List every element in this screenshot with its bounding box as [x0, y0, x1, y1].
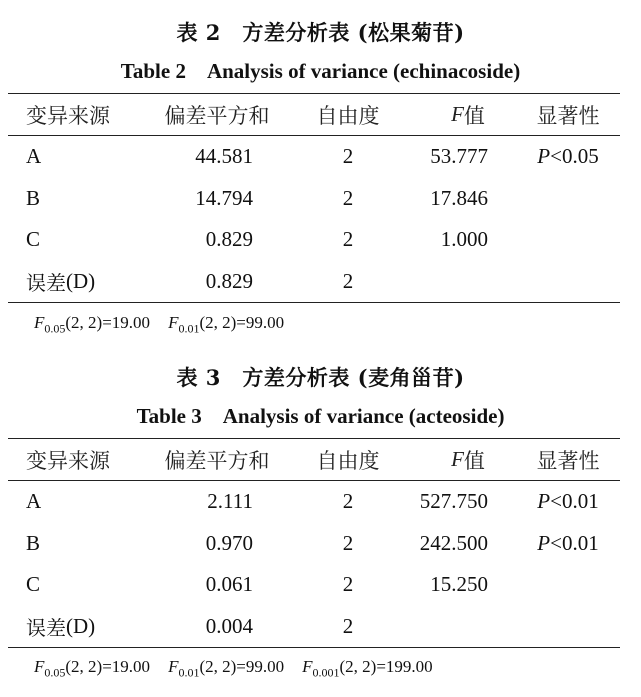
cell-source: B	[26, 185, 41, 210]
table2-caption-en: Table 2 Analysis of variance (echinacoside)	[120, 59, 521, 83]
header-ss: 偏差平方和	[164, 103, 270, 128]
cell-f: 53.777	[430, 144, 488, 169]
sig-value: <0.01	[550, 489, 599, 514]
header-f: F 值	[451, 447, 485, 473]
header-source: 变异来源	[26, 448, 110, 473]
table3-body	[8, 481, 620, 647]
cell-source-cn: 误差	[26, 270, 66, 295]
note-sub: 0.001	[312, 665, 340, 680]
table-row	[8, 136, 620, 178]
cell-source	[26, 606, 95, 648]
note-f: F	[302, 657, 313, 676]
note-f: F	[34, 313, 45, 332]
cell-ss: 2.111	[207, 489, 253, 514]
cell-f: 242.500	[419, 530, 488, 555]
header-source: 变异来源	[26, 103, 110, 128]
cell-sig	[513, 261, 623, 303]
table3	[8, 438, 620, 648]
table2-note	[34, 313, 284, 336]
cell-sig	[513, 178, 623, 220]
sig-value: <0.01	[550, 530, 599, 555]
cell-source: B	[26, 530, 41, 555]
cell-ss: 0.829	[205, 227, 253, 252]
sig-p: P	[537, 489, 551, 514]
cell-f: 17.846	[430, 185, 488, 210]
header-sig: 显著性	[536, 448, 600, 473]
table2	[8, 93, 620, 303]
table3-note	[34, 657, 433, 680]
header-f: F 值	[451, 102, 485, 128]
cell-sig	[513, 219, 623, 261]
cell-ss: 44.581	[195, 144, 253, 169]
note-f: F	[168, 657, 179, 676]
cell-source	[26, 261, 95, 303]
note-item	[168, 657, 285, 680]
table3-header-row	[8, 439, 620, 481]
cell-ss: 0.061	[205, 572, 253, 597]
cell-ss: 0.829	[205, 268, 253, 293]
header-df: 自由度	[316, 448, 380, 473]
table2-caption-cn: 表 2 方差分析表 (松果菊苷)	[176, 20, 465, 45]
cell-df: 2	[342, 268, 354, 293]
note-sub: 0.05	[44, 665, 66, 680]
table-row	[8, 523, 620, 565]
cell-df: 2	[342, 185, 354, 210]
note-item	[34, 313, 151, 336]
cell-source-cn: 误差	[26, 615, 66, 640]
cell-df: 2	[342, 613, 354, 638]
note-item	[34, 657, 151, 680]
table-row	[8, 261, 620, 303]
cell-df: 2	[342, 572, 354, 597]
table3-caption-en: Table 3 Analysis of variance (acteoside)	[136, 404, 505, 428]
note-value: (2, 2)=19.00	[65, 313, 151, 332]
sig-value: <0.05	[550, 144, 599, 169]
note-sub: 0.05	[44, 321, 66, 336]
sig-p: P	[537, 530, 551, 555]
table-row	[8, 219, 620, 261]
cell-f	[408, 606, 488, 648]
cell-f: 15.250	[430, 572, 488, 597]
cell-source-suffix: (D)	[66, 613, 96, 638]
cell-sig	[513, 481, 623, 523]
note-f: F	[34, 657, 45, 676]
cell-df: 2	[342, 227, 354, 252]
header-df: 自由度	[316, 103, 380, 128]
cell-source-suffix: (D)	[66, 268, 96, 293]
cell-ss: 14.794	[195, 185, 253, 210]
sig-p: P	[537, 144, 551, 169]
cell-df: 2	[342, 144, 354, 169]
cell-source: C	[26, 572, 41, 597]
note-sub: 0.01	[178, 665, 200, 680]
note-f: F	[168, 313, 179, 332]
note-item	[302, 657, 433, 680]
cell-sig	[513, 136, 623, 178]
note-value: (2, 2)=19.00	[65, 657, 151, 676]
header-sig: 显著性	[536, 103, 600, 128]
cell-source: A	[26, 489, 42, 514]
cell-source: A	[26, 144, 42, 169]
table-row	[8, 178, 620, 220]
table3-caption-cn: 表 3 方差分析表 (麦角甾苷)	[176, 365, 465, 390]
table2-header-row	[8, 94, 620, 136]
table2-body	[8, 136, 620, 302]
note-sub: 0.01	[178, 321, 200, 336]
table-row	[8, 606, 620, 648]
cell-sig	[513, 606, 623, 648]
note-value: (2, 2)=99.00	[199, 313, 285, 332]
table-row	[8, 564, 620, 606]
cell-source: C	[26, 227, 41, 252]
cell-ss: 0.970	[205, 530, 253, 555]
cell-df: 2	[342, 530, 354, 555]
cell-f	[408, 261, 488, 303]
cell-ss: 0.004	[205, 613, 253, 638]
note-item	[168, 313, 285, 336]
cell-f: 527.750	[419, 489, 488, 514]
note-value: (2, 2)=199.00	[339, 657, 433, 676]
cell-df: 2	[342, 489, 354, 514]
table-row	[8, 481, 620, 523]
cell-sig	[513, 523, 623, 565]
note-value: (2, 2)=99.00	[199, 657, 285, 676]
cell-f: 1.000	[440, 227, 488, 252]
cell-sig	[513, 564, 623, 606]
header-ss: 偏差平方和	[164, 448, 270, 473]
